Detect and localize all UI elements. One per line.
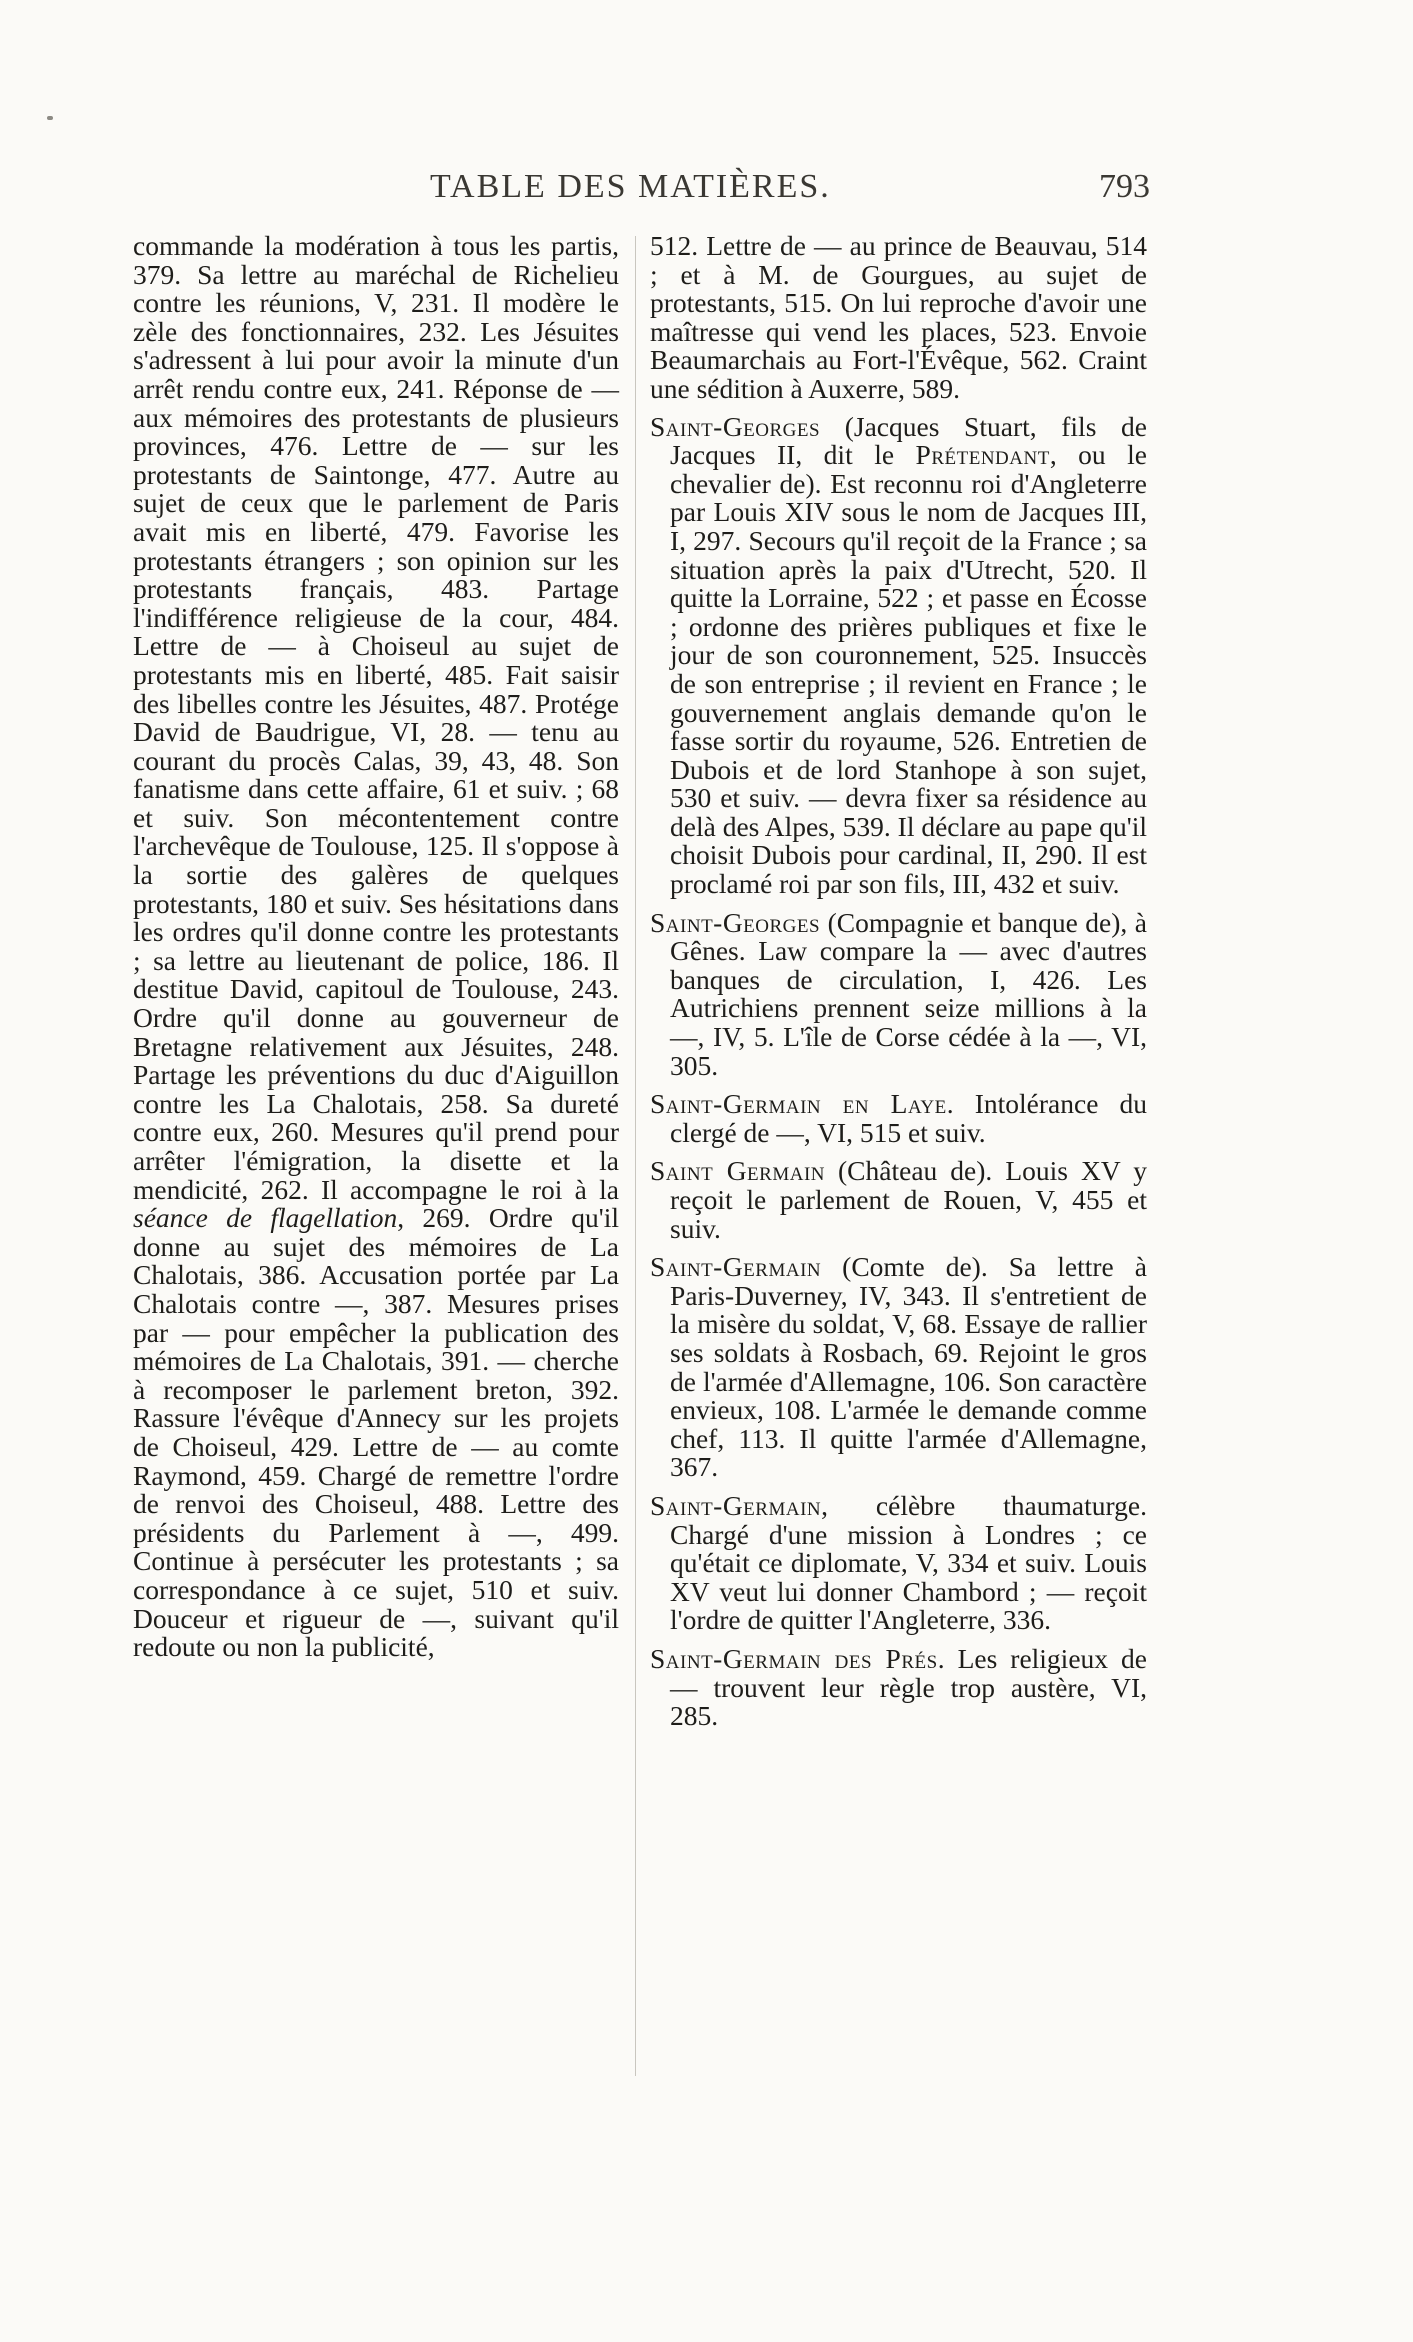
right-column [650,232,1147,1741]
index-entry [650,1090,1147,1147]
index-entry [650,906,1147,1081]
entry-heading: Saint-Germain [650,1489,822,1521]
index-entry [650,410,1147,900]
entry-heading: Saint-Germain en Laye [650,1088,947,1120]
left-column-text [133,232,619,1662]
entry-text: (Château de). Louis XV y reçoit le parlement de Rouen, V, 455 et suiv. [670,1155,1147,1244]
entry-heading: Saint-Germain des Prés [650,1642,938,1674]
left-column [133,232,619,1662]
page-number: 793 [1099,168,1150,205]
entry-text: (Comte de). Sa lettre à Paris-Duverney, IV, 343. Il s'entretient de la misère du soldat, V, 68. Essaye de rallier ses soldats à Rosbach, 69. Rejoint le gros de l'armée d'Allemagne, 106. Son caractère envieux, 108. L'armée le demande comme chef, 113. Il quitte l'armée d'Allemagne, 367. [670,1251,1147,1483]
paper-speck [47,116,53,120]
entry-text: . Intolérance du clergé de —, VI, 515 et suiv. [670,1088,1148,1148]
entry-heading: Saint-Georges [650,410,821,442]
index-entry [650,1253,1147,1482]
italic-phrase: séance de flagellation [133,1202,398,1234]
entry-heading: Saint Germain [650,1155,825,1187]
entry-heading: Saint-Germain [650,1251,822,1283]
entry-text: , célèbre thaumaturge. Chargé d'une mission à Londres ; ce qu'était ce diplomate, V, 334 et suiv. Louis XV veut lui donner Chambord ; — reçoit l'ordre de quitter l'Angleterre, 336. [670,1489,1147,1636]
index-entry [650,1157,1147,1243]
entry-text: , ou le chevalier de). Est reconnu roi d'Angleterre par Louis XIV sous le nom de Jacques III, I, 297. Secours qu'il reçoit de la France ; sa situation après la paix d'Utrecht, 520. Il quitte la Lorraine, 522 ; et passe en Écosse ; ordonne des prières publiques et fixe le jour de son couronnement, 525. Insuccès de son entreprise ; il revient en France ; le gouvernement anglais demande qu'on le fasse sortir du royaume, 526. Entretien de Dubois et de lord Stanhope à son sujet, 530 et suiv. — devra fixer sa résidence au delà des Alpes, 539. Il déclare au pape qu'il choisit Dubois pour cardinal, II, 290. Il est proclamé roi par son fils, III, 432 et suiv. [670,439,1147,900]
continued-entry: 512. Lettre de — au prince de Beauvau, 514 ; et à M. de Gourgues, au sujet de protestants, 515. On lui reproche d'avoir une maîtresse qui vend les places, 523. Envoie Beaumarchais au Fort-l'Évêque, 562. Craint une sédition à Auxerre, 589. [650,230,1147,404]
running-header [430,168,1150,214]
text-run: commande la modération à tous les partis, 379. Sa lettre au maréchal de Richelieu contre les réunions, V, 231. Il modère le zèle des fonctionnaires, 232. Les Jésuites s'adressent à lui pour avoir la minute d'un arrêt rendu contre eux, 241. Réponse de — aux mémoires des protestants de plusieurs provinces, 476. Lettre de — sur les protestants de Saintonge, 477. Autre au sujet de ceux que le parlement de Paris avait mis en liberté, 479. Favorise les protestants étrangers ; son opinion sur les protestants français, 483. Partage l'indifférence religieuse de la cour, 484. Lettre de — à Choiseul au sujet de protestants mis en liberté, 485. Fait saisir des libelles contre les Jésuites, 487. Protége David de Baudrigue, VI, 28. — tenu au courant du procès Calas, 39, 43, 48. Son fanatisme dans cette affaire, 61 et suiv. ; 68 et suiv. Son mécontentement contre l'archevêque de Toulouse, 125. Il s'oppose à la sortie des galères de quelques protestants, 180 et suiv. Ses hésitations dans les ordres qu'il donne contre les protestants ; sa lettre au lieutenant de police, 186. Il destitue David, capitoul de Toulouse, 243. Ordre qu'il donne au gouverneur de Bretagne relativement aux Jésuites, 248. Partage les préventions du duc d'Aiguillon contre les La Chalotais, 258. Sa dureté contre eux, 260. Mesures qu'il prend pour arrêter l'émigration, la disette et la mendicité, 262. Il accompagne le roi à la [133,230,619,1205]
entry-smallcaps: Prétendant [915,439,1050,471]
page-title: TABLE DES MATIÈRES. [430,168,831,205]
entry-text: (Compagnie et banque de), à Gênes. Law compare la — avec d'autres banques de circulation, I, 426. Les Autrichiens prennent seize millions à la —, IV, 5. L'île de Corse cédée à la —, VI, 305. [670,906,1147,1081]
index-entry [650,1642,1147,1732]
entry-text: . Les religieux de — trouvent leur règle trop austère, VI, 285. [670,1642,1147,1732]
column-divider [635,236,636,2076]
entry-heading: Saint-Georges [650,906,821,938]
entry-text: (Jacques Stuart, fils de Jacques II, dit le [670,410,1147,471]
text-run: , 269. Ordre qu'il donne au sujet des mémoires de La Chalotais, 386. Accusation portée par La Chalotais contre —, 387. Mesures prises par — pour empêcher la publication des mémoires de La Chalotais, 391. — cherche à recomposer le parlement breton, 392. Rassure l'évêque d'Annecy sur les projets de Choiseul, 429. Lettre de — au comte Raymond, 459. Chargé de remettre l'ordre de renvoi des Choiseul, 488. Lettre des présidents du Parlement à —, 499. Continue à persécuter les protestants ; sa correspondance à ce sujet, 510 et suiv. Douceur et rigueur de —, suivant qu'il redoute ou non la publicité, [133,1202,619,1663]
index-entry [650,1489,1147,1636]
